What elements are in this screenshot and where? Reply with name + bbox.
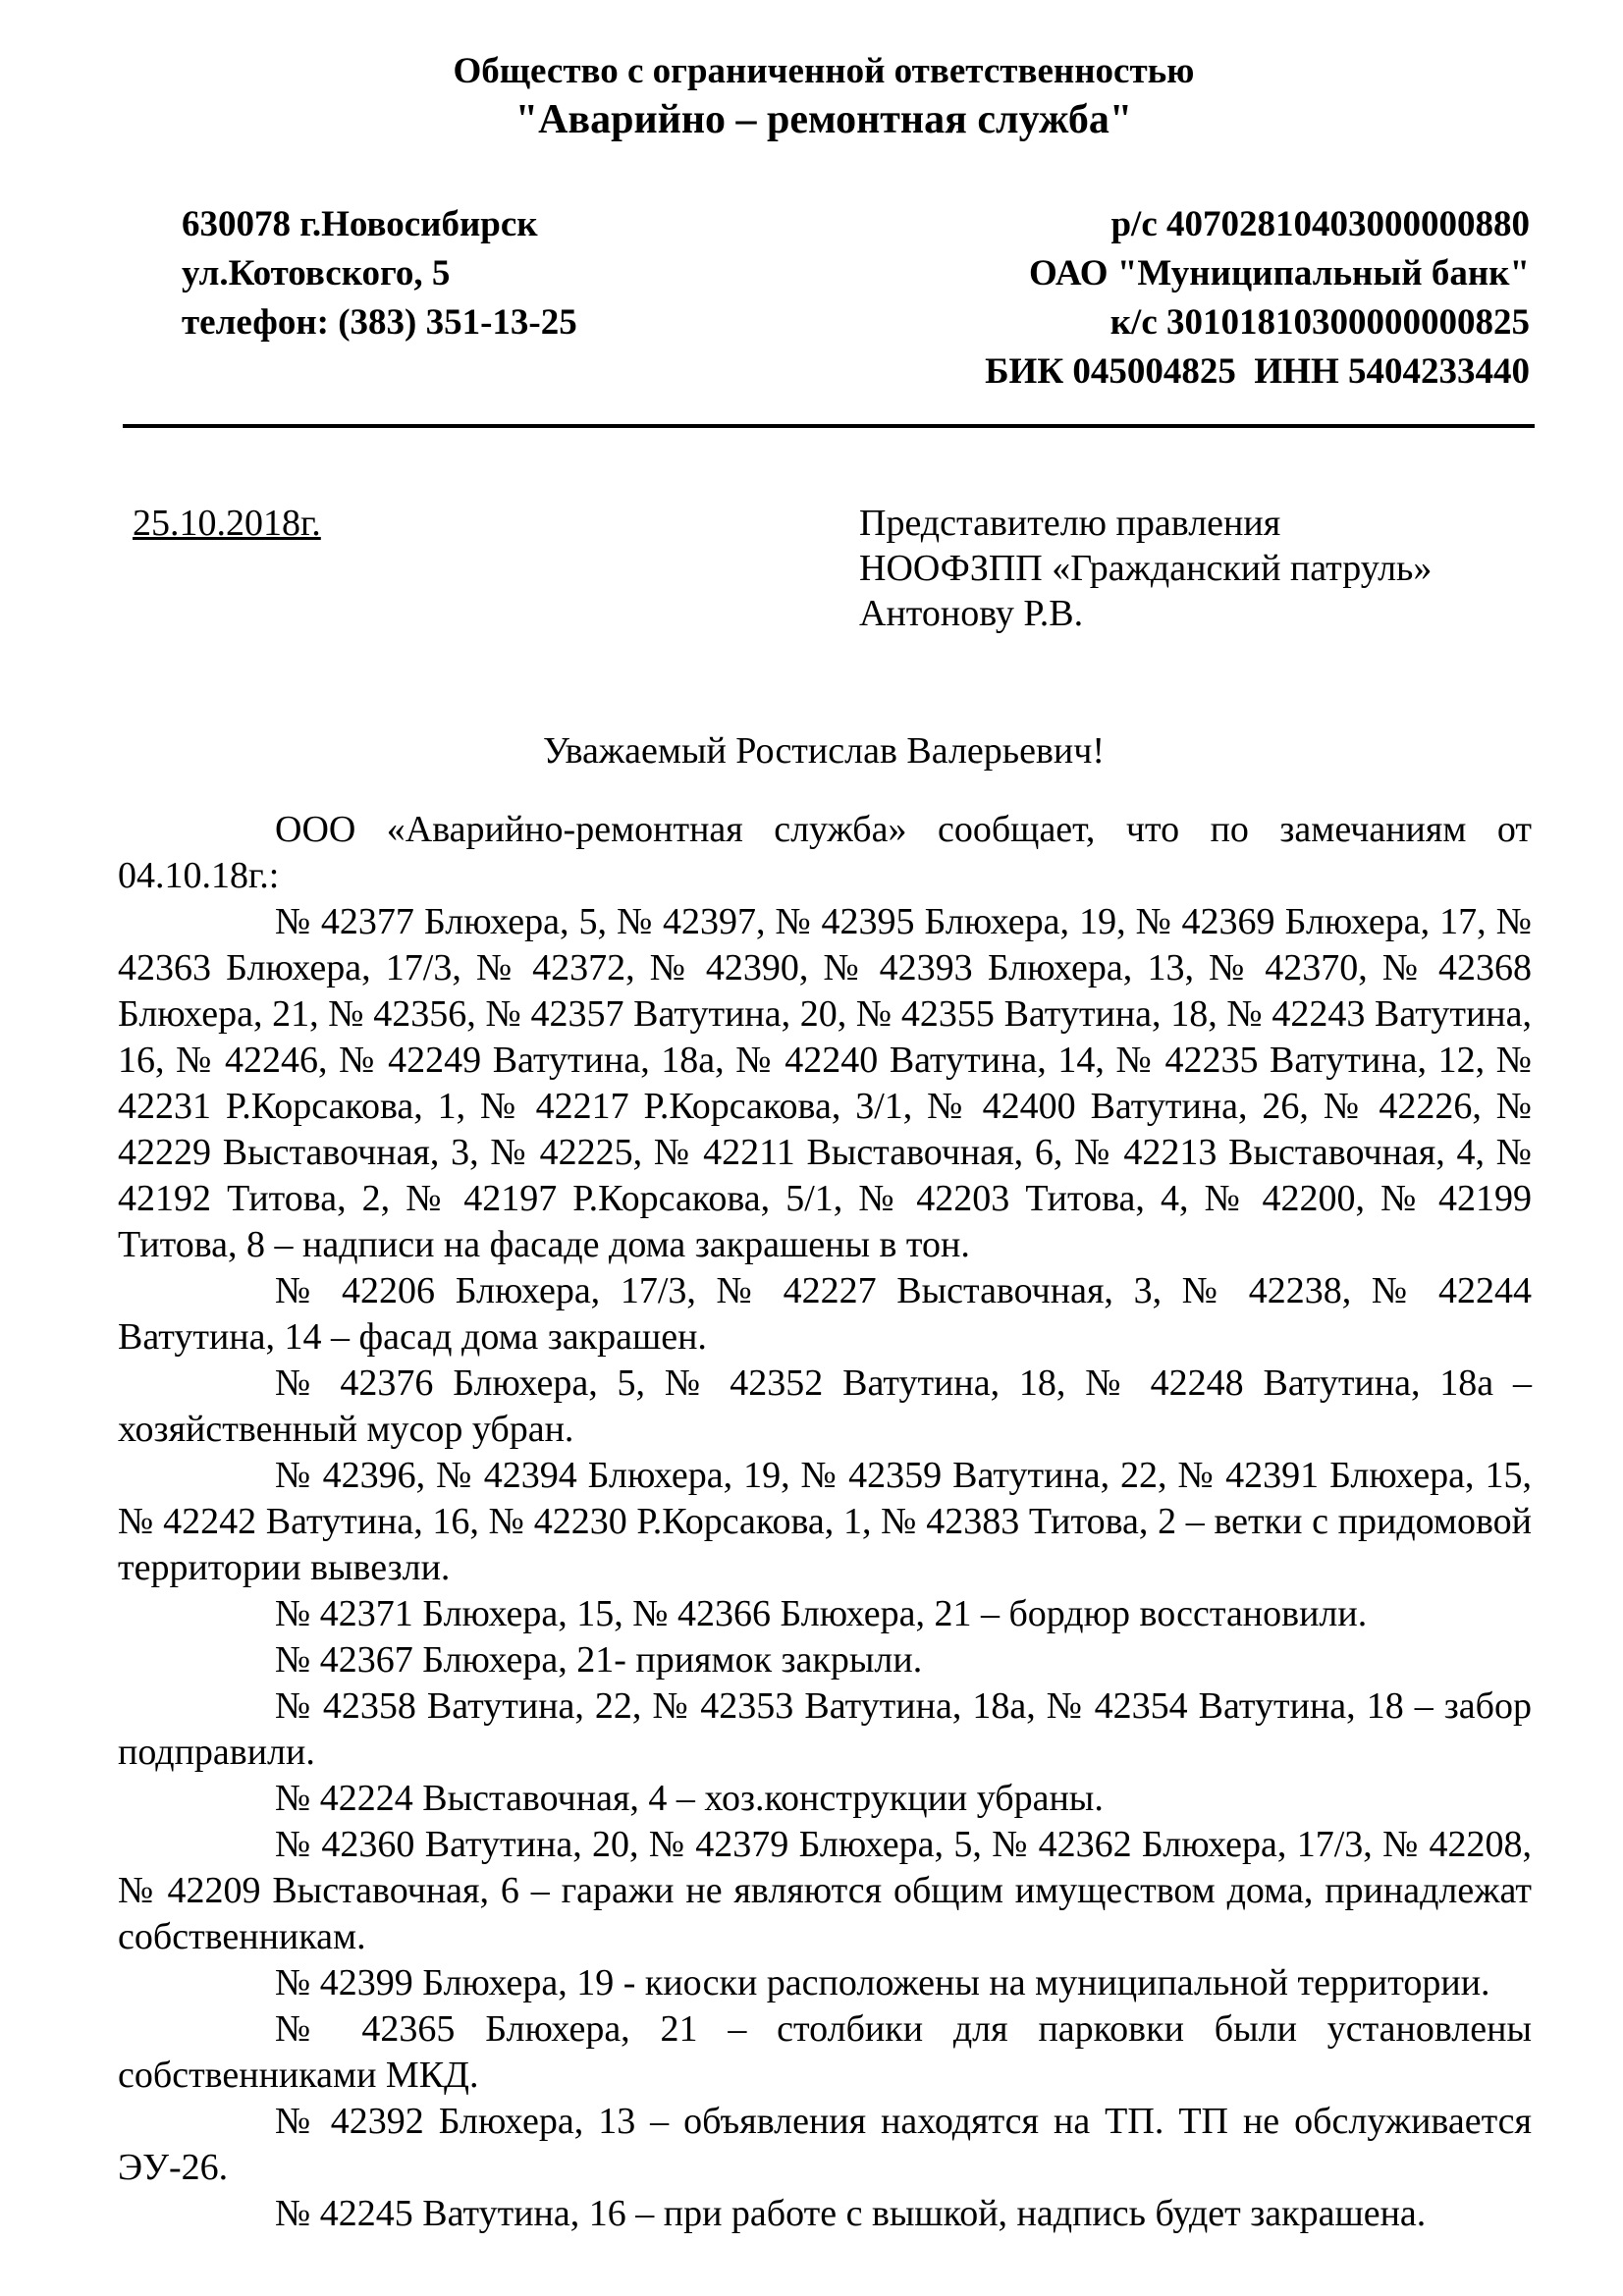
bank-line: р/с 40702810403000000880 <box>1110 204 1530 244</box>
recipient-line: Представителю правления <box>859 503 1281 544</box>
date-recipient-row <box>0 501 1623 636</box>
bank-line: ОАО "Муниципальный банк" <box>1028 253 1530 294</box>
recipient-block <box>859 501 1432 636</box>
body-paragraph: № 42396, № 42394 Блюхера, 19, № 42359 Ватутина, 22, № 42391 Блюхера, 15, № 42242 Ватутина, 16, № 42230 Р.Корсакова, 1, № 42383 Титова, 2 – ветки с придомовой территории вывезли. <box>118 1455 1532 1588</box>
org-type-line: Общество с ограниченной ответственностью <box>453 51 1195 91</box>
body-paragraph: № 42224 Выставочная, 4 – хоз.конструкции убраны. <box>275 1778 1104 1819</box>
org-name-line: "Аварийно – ремонтная служба" <box>514 97 1133 142</box>
body-paragraph: № 42206 Блюхера, 17/3, № 42227 Выставочная, 3, № 42238, № 42244 Ватутина, 14 – фасад дома закрашен. <box>118 1270 1532 1358</box>
letter-date: 25.10.2018г. <box>133 503 321 544</box>
address-line: 630078 г.Новосибирск <box>182 204 538 244</box>
recipient-line: НООФЗПП «Гражданский патруль» <box>859 548 1433 589</box>
address-line: телефон: (383) 351-13-25 <box>182 302 577 343</box>
body-paragraph: № 42392 Блюхера, 13 – объявления находятся на ТП. ТП не обслуживается ЭУ-26. <box>118 2101 1532 2188</box>
letterhead <box>0 49 1623 397</box>
body-paragraph: № 42360 Ватутина, 20, № 42379 Блюхера, 5, № 42362 Блюхера, 17/3, № 42208, № 42209 Выставочная, 6 – гаражи не являются общим имуществом дома, принадлежат собственникам. <box>118 1824 1532 1957</box>
body-paragraph: № 42376 Блюхера, 5, № 42352 Ватутина, 18, № 42248 Ватутина, 18а – хозяйственный мусор убран. <box>118 1362 1532 1450</box>
body-paragraph: № 42377 Блюхера, 5, № 42397, № 42395 Блюхера, 19, № 42369 Блюхера, 17, № 42363 Блюхера, 17/3, № 42372, № 42390, № 42393 Блюхера, 13, № 42370, № 42368 Блюхера, 21, № 42356, № 42357 Ватутина, 20, № 42355 Ватутина, 18, № 42243 Ватутина, 16, № 42246, № 42249 Ватутина, 18а, № 42240 Ватутина, 14, № 42235 Ватутина, 12, № 42231 Р.Корсакова, 1, № 42217 Р.Корсакова, 3/1, № 42400 Ватутина, 26, № 42226, № 42229 Выставочная, 3, № 42225, № 42211 Выставочная, 6, № 42213 Выставочная, 4, № 42192 Титова, 2, № 42197 Р.Корсакова, 5/1, № 42203 Титова, 4, № 42200, № 42199 Титова, 8 – надписи на фасаде дома закрашены в тон. <box>118 901 1532 1265</box>
separator-rule <box>123 424 1535 428</box>
address-block <box>182 200 577 397</box>
body-paragraph: № 42365 Блюхера, 21 – столбики для парковки были установлены собственниками МКД. <box>118 2008 1532 2096</box>
body-paragraph: № 42367 Блюхера, 21- приямок закрыли. <box>275 1639 923 1681</box>
bank-details-block <box>985 200 1530 397</box>
recipient-line: Антонову Р.В. <box>859 593 1084 634</box>
letter-body <box>0 807 1623 2237</box>
body-paragraph: № 42399 Блюхера, 19 - киоски расположены на муниципальной территории. <box>275 1962 1490 2003</box>
letterhead-contact-row <box>0 200 1623 397</box>
body-paragraph: № 42245 Ватутина, 16 – при работе с вышкой, надпись будет закрашена. <box>275 2193 1427 2234</box>
bank-line: БИК 045004825 ИНН 5404233440 <box>985 351 1530 392</box>
body-paragraph: № 42371 Блюхера, 15, № 42366 Блюхера, 21 – бордюр восстановили. <box>275 1593 1368 1634</box>
salutation: Уважаемый Ростислав Валерьевич! <box>542 730 1106 772</box>
body-paragraph: № 42358 Ватутина, 22, № 42353 Ватутина, 18а, № 42354 Ватутина, 18 – забор подправили. <box>118 1685 1532 1773</box>
bank-line: к/с 30101810300000000825 <box>1109 302 1530 343</box>
body-paragraph: ООО «Аварийно-ремонтная служба» сообщает, что по замечаниям от 04.10.18г.: <box>118 809 1532 896</box>
address-line: ул.Котовского, 5 <box>182 253 451 294</box>
